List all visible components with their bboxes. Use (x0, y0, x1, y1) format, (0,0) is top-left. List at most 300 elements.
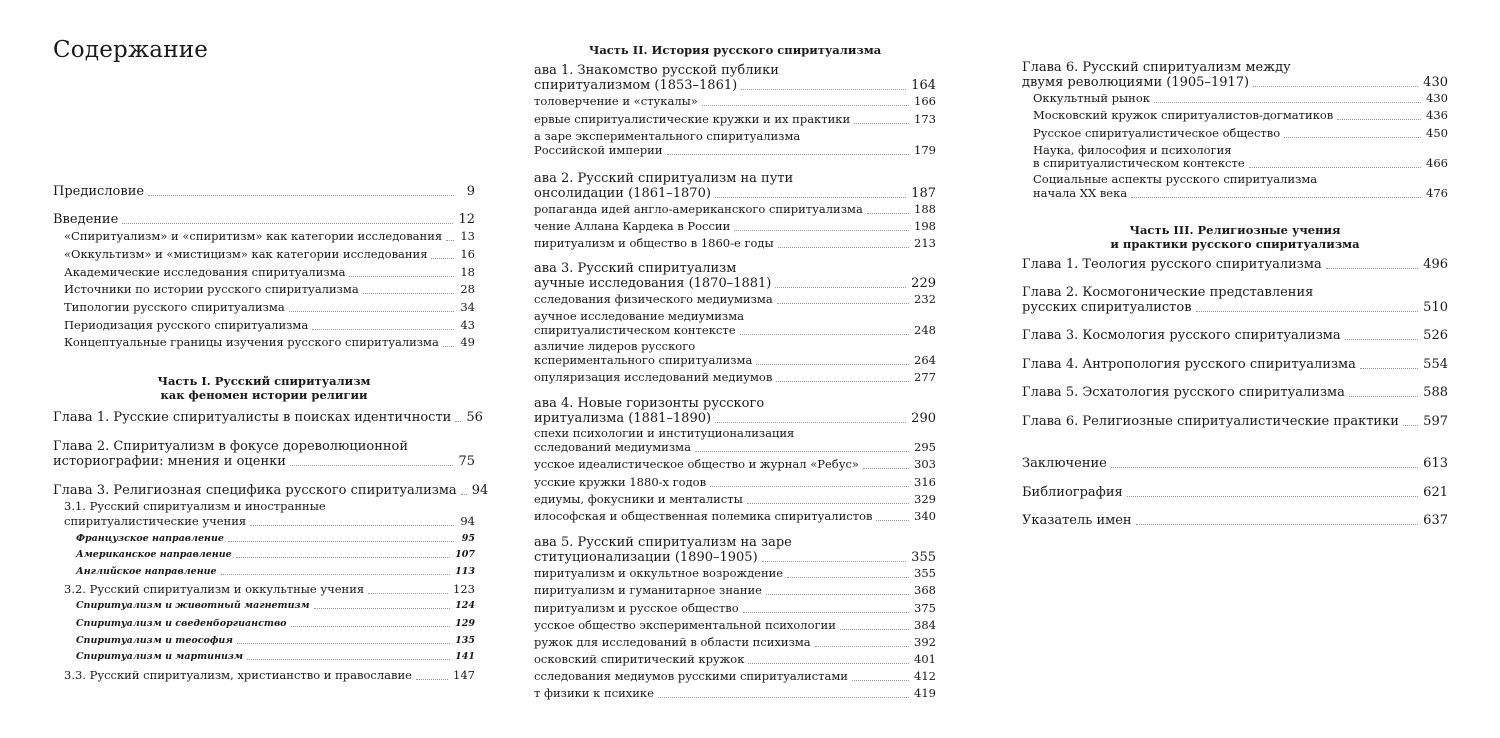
toc-entry-page: 123 (453, 582, 475, 596)
toc-entry-label: осковский спиритический кружок (534, 652, 745, 666)
toc-entry[interactable] (534, 145, 936, 157)
toc-entry-page: 295 (914, 440, 936, 454)
dot-leader (1349, 396, 1418, 397)
toc-entry[interactable] (534, 536, 936, 549)
toc-entry[interactable] (534, 96, 936, 108)
toc-entry-label: спиритуализмом (1853–1861) (534, 78, 738, 93)
toc-entry-page: 56 (466, 410, 483, 425)
toc-entry-page: 355 (911, 550, 936, 565)
dot-leader (1253, 86, 1418, 87)
toc-entry-page: 436 (1426, 108, 1448, 122)
toc-entry-label: Глава 6. Религиозные спиритуалистические практики (1022, 414, 1399, 429)
toc-entry[interactable] (534, 603, 936, 615)
dot-leader (368, 593, 448, 594)
dot-leader (228, 541, 454, 542)
toc-entry-page: 588 (1423, 385, 1448, 400)
toc-entry[interactable] (53, 483, 489, 498)
toc-entry-label: Американское направление (76, 549, 232, 560)
dot-leader (363, 293, 454, 294)
toc-entry[interactable] (53, 584, 475, 596)
toc-entry-label: Глава 1. Русские спиритуалисты в поисках идентичности (53, 410, 452, 425)
toc-entry[interactable] (534, 585, 936, 597)
toc-entry-page: 430 (1423, 75, 1448, 90)
dot-leader (1249, 167, 1421, 168)
toc-entry-label: Предисловие (53, 184, 145, 199)
toc-entry-label: «Оккультизм» и «мистицизм» как категории исследования (64, 247, 428, 261)
part-heading (53, 374, 475, 402)
toc-entry-page: 368 (914, 583, 936, 597)
dot-leader (289, 311, 454, 312)
toc-column-2 (534, 0, 936, 738)
toc-entry-label: пиритуализм и гуманитарное знание (534, 583, 762, 597)
dot-leader (695, 451, 909, 452)
dot-leader (741, 89, 906, 90)
toc-entry-label: пиритуализм и оккультное возрождение (534, 566, 784, 580)
toc-entry-label: пиритуализм и общество в 1860-е годы (534, 236, 774, 250)
toc-entry[interactable] (534, 355, 936, 367)
toc-entry-label: в спиритуалистическом контексте (1033, 156, 1245, 170)
toc-entry[interactable] (1022, 286, 1448, 299)
toc-entry[interactable] (53, 455, 475, 468)
toc-entry-page: 107 (455, 549, 475, 560)
toc-entry-label: Английское направление (76, 566, 217, 577)
toc-entry[interactable] (534, 511, 936, 523)
toc-entry-label: Введение (53, 212, 119, 227)
toc-entry-page: 229 (911, 276, 936, 291)
toc-entry-page: 16 (460, 247, 475, 261)
toc-entry-page: 476 (1426, 186, 1448, 200)
toc-entry[interactable] (1022, 486, 1448, 499)
toc-entry-page: 384 (914, 618, 936, 632)
toc-entry-label: «Спиритуализм» и «спиритизм» как категории исследования (64, 229, 443, 243)
toc-entry-page: 213 (914, 236, 936, 250)
toc-entry-label: ституционализации (1890–1905) (534, 550, 758, 565)
dot-leader (349, 276, 454, 277)
toc-entry-page: 141 (455, 651, 475, 662)
toc-entry-label: начала XX века (1033, 186, 1128, 200)
toc-entry-page: 147 (453, 668, 475, 682)
toc-entry-label: Спиритуализм и теософия (76, 635, 233, 646)
dot-leader (658, 697, 909, 698)
toc-entry-page: 303 (914, 457, 936, 471)
toc-entry[interactable] (534, 654, 936, 666)
toc-entry-label: илософская и общественная полемика спиритуалистов (534, 509, 873, 523)
toc-entry-label: пиритуализм и русское общество (534, 601, 739, 615)
toc-entry[interactable] (534, 64, 936, 77)
toc-entry-label: Спиритуализм и сведенборгианство (76, 618, 287, 629)
toc-entry-page: 554 (1423, 357, 1448, 372)
toc-entry-label: историографии: мнения и оценки (53, 454, 286, 469)
toc-entry-label: ава 3. Русский спиритуализм (534, 261, 737, 276)
toc-entry[interactable] (53, 550, 475, 560)
toc-entry[interactable] (53, 516, 475, 528)
toc-entry[interactable] (1022, 158, 1448, 170)
dot-leader (748, 663, 909, 664)
toc-entry[interactable] (534, 494, 936, 506)
toc-entry-page: 43 (460, 318, 475, 332)
toc-entry-label: азличие лидеров русского (534, 339, 696, 353)
toc-entry[interactable] (1022, 93, 1448, 105)
toc-entry[interactable] (534, 568, 936, 580)
dot-leader (702, 105, 909, 106)
dot-leader (236, 557, 450, 558)
toc-entry-page: 34 (460, 300, 475, 314)
dot-leader (1326, 268, 1418, 269)
toc-entry-page: 430 (1426, 91, 1448, 105)
toc-entry-label: Глава 6. Русский спиритуализм между (1022, 60, 1291, 75)
toc-entry-page: 179 (914, 143, 936, 157)
toc-entry[interactable] (53, 185, 475, 198)
toc-entry[interactable] (534, 204, 936, 216)
part-heading-line: и практики русского спиритуализма (1110, 237, 1360, 251)
toc-entry[interactable] (1022, 514, 1448, 527)
dot-leader (1284, 137, 1421, 138)
toc-entry[interactable] (53, 636, 475, 646)
toc-entry[interactable] (1022, 61, 1448, 74)
toc-entry[interactable] (53, 410, 483, 425)
dot-leader (461, 494, 467, 495)
page-title: Содержание (53, 37, 209, 64)
toc-entry-label: спиритуалистическом контексте (534, 323, 736, 337)
toc-entry-page: 95 (461, 533, 475, 544)
toc-entry-label: ава 2. Русский спиритуализм на пути (534, 171, 794, 186)
dot-leader (237, 643, 450, 644)
toc-entry-label: иритуализма (1881–1890) (534, 411, 712, 426)
toc-entry-label: Концептуальные границы изучения русского спиритуализма (64, 335, 439, 349)
toc-entry-label: кспериментального спиритуализма (534, 353, 753, 367)
toc-entry[interactable] (1022, 188, 1448, 200)
dot-leader (1154, 102, 1421, 103)
dot-leader (778, 247, 909, 248)
toc-entry[interactable] (534, 688, 936, 700)
toc-entry-page: 450 (1426, 126, 1448, 140)
toc-entry-page: 13 (460, 229, 475, 243)
toc-entry[interactable] (534, 637, 936, 649)
toc-entry-label: Глава 3. Космология русского спиритуализма (1022, 328, 1341, 343)
toc-entry-label: Заключение (1022, 456, 1107, 471)
dot-leader (776, 381, 909, 382)
toc-entry[interactable] (53, 213, 475, 226)
dot-leader (743, 612, 909, 613)
toc-entry[interactable] (53, 284, 475, 296)
dot-leader (431, 258, 454, 259)
dot-leader (1111, 467, 1418, 468)
toc-entry[interactable] (534, 341, 936, 353)
toc-entry-label: Источники по истории русского спиритуализма (64, 282, 359, 296)
toc-entry[interactable] (53, 231, 475, 243)
toc-entry[interactable] (53, 567, 475, 577)
toc-entry-label: Академические исследования спиритуализма (64, 265, 346, 279)
dot-leader (122, 223, 453, 224)
dot-leader (455, 421, 461, 422)
toc-entry-label: ава 5. Русский спиритуализм на заре (534, 535, 792, 550)
dot-leader (416, 679, 448, 680)
toc-entry[interactable] (1022, 174, 1448, 186)
toc-entry-page: 166 (914, 94, 936, 108)
toc-entry-label: Российской империи (534, 143, 663, 157)
toc-entry-label: Типологии русского спиритуализма (64, 300, 285, 314)
toc-entry[interactable] (53, 440, 475, 453)
toc-entry[interactable] (53, 601, 475, 611)
toc-entry-label: спехи психологии и институционализация (534, 426, 795, 440)
toc-entry-label: Библиография (1022, 485, 1123, 500)
toc-entry[interactable] (53, 302, 475, 314)
toc-entry-label: усские кружки 1880-х годов (534, 475, 707, 489)
toc-entry[interactable] (53, 619, 475, 629)
dot-leader (815, 646, 909, 647)
dot-leader (1127, 496, 1418, 497)
toc-entry[interactable] (1022, 457, 1448, 470)
toc-entry-label: двумя революциями (1905–1917) (1022, 75, 1250, 90)
dot-leader (715, 197, 906, 198)
toc-entry-page: 340 (914, 509, 936, 523)
toc-entry-label: Указатель имен (1022, 513, 1132, 528)
toc-entry-label: Глава 1. Теология русского спиритуализма (1022, 257, 1322, 272)
part-heading-line: Часть II. История русского спиритуализма (588, 43, 882, 57)
toc-entry-page: 94 (460, 514, 475, 528)
toc-entry-page: 277 (914, 370, 936, 384)
dot-leader (446, 240, 454, 241)
toc-entry[interactable] (534, 311, 936, 323)
toc-entry-page: 375 (914, 601, 936, 615)
toc-entry[interactable] (53, 670, 475, 682)
toc-entry-page: 419 (914, 686, 936, 700)
toc-entry-page: 9 (466, 184, 475, 199)
toc-entry-page: 28 (460, 282, 475, 296)
toc-entry-page: 188 (914, 202, 936, 216)
toc-entry[interactable] (1022, 415, 1448, 428)
toc-entry[interactable] (53, 337, 475, 349)
toc-entry[interactable] (1022, 128, 1448, 140)
toc-entry-label: Наука, философия и психология (1033, 143, 1232, 157)
toc-entry-page: 164 (911, 78, 936, 93)
toc-entry-label: Московский кружок спиритуалистов-догматиков (1033, 108, 1334, 122)
dot-leader (290, 465, 454, 466)
dot-leader (787, 577, 909, 578)
dot-leader (148, 195, 454, 196)
toc-entry-label: Глава 5. Эсхатология русского спиритуализма (1022, 385, 1345, 400)
dot-leader (740, 334, 910, 335)
toc-entry-page: 597 (1423, 414, 1448, 429)
toc-entry[interactable] (534, 442, 936, 454)
toc-entry[interactable] (53, 501, 475, 513)
toc-entry[interactable] (1022, 358, 1448, 371)
dot-leader (443, 346, 454, 347)
dot-leader (314, 608, 451, 609)
toc-entry-label: ава 1. Знакомство русской публики (534, 63, 779, 78)
dot-leader (852, 680, 909, 681)
toc-entry[interactable] (534, 277, 936, 290)
dot-leader (775, 287, 906, 288)
toc-entry-label: опуляризация исследований медиумов (534, 370, 773, 384)
dot-leader (854, 123, 909, 124)
toc-entry-label: толоверчение и «стукалы» (534, 94, 698, 108)
dot-leader (734, 230, 909, 231)
toc-entry-label: усское общество экспериментальной психологии (534, 618, 836, 632)
dot-leader (766, 594, 909, 595)
toc-entry-page: 198 (914, 219, 936, 233)
dot-leader (876, 520, 909, 521)
toc-entry-label: русских спиритуалистов (1022, 300, 1192, 315)
toc-entry[interactable] (1022, 76, 1448, 89)
toc-entry-label: сследования медиумов русскими спиритуалистами (534, 669, 848, 683)
dot-leader (867, 213, 909, 214)
toc-entry-page: 18 (460, 265, 475, 279)
toc-entry-label: ропаганда идей англо-американского спиритуализма (534, 202, 863, 216)
toc-entry[interactable] (1022, 301, 1448, 314)
toc-entry-label: Русское спиритуалистическое общество (1033, 126, 1281, 140)
toc-entry[interactable] (53, 534, 475, 544)
toc-entry-label: т физики к психике (534, 686, 654, 700)
dot-leader (715, 422, 906, 423)
toc-entry[interactable] (534, 172, 936, 185)
toc-entry[interactable] (534, 428, 936, 440)
toc-entry-label: 3.3. Русский спиритуализм, христианство и православие (64, 668, 412, 682)
toc-entry-label: усское идеалистическое общество и журнал «Ребус» (534, 457, 859, 471)
toc-entry[interactable] (534, 325, 936, 337)
toc-entry-label: Глава 2. Спиритуализм в фокусе дореволюционной (53, 439, 409, 454)
toc-entry-label: Спиритуализм и животный магнетизм (76, 600, 310, 611)
toc-entry-page: 496 (1423, 257, 1448, 272)
toc-entry-label: едиумы, фокусники и менталисты (534, 492, 743, 506)
dot-leader (840, 629, 909, 630)
toc-entry-page: 49 (460, 335, 475, 349)
toc-entry-page: 232 (914, 292, 936, 306)
toc-entry-label: Периодизация русского спиритуализма (64, 318, 309, 332)
dot-leader (762, 561, 907, 562)
toc-entry-page: 129 (455, 618, 475, 629)
toc-entry[interactable] (1022, 258, 1448, 271)
toc-entry-page: 613 (1423, 456, 1448, 471)
toc-entry-page: 248 (914, 323, 936, 337)
toc-entry[interactable] (534, 671, 936, 683)
toc-entry[interactable] (534, 477, 936, 489)
toc-entry-page: 113 (455, 566, 475, 577)
toc-entry[interactable] (534, 262, 936, 275)
dot-leader (247, 659, 450, 660)
toc-entry-page: 392 (914, 635, 936, 649)
toc-entry[interactable] (1022, 110, 1448, 122)
toc-entry-page: 329 (914, 492, 936, 506)
dot-leader (1360, 368, 1418, 369)
dot-leader (1337, 119, 1421, 120)
part-heading (1022, 223, 1448, 251)
dot-leader (1403, 425, 1418, 426)
toc-entry[interactable] (1022, 386, 1448, 399)
toc-entry-label: аучные исследования (1870–1881) (534, 276, 772, 291)
toc-entry[interactable] (53, 249, 475, 261)
toc-entry-label: ава 4. Новые горизонты русского (534, 396, 765, 411)
toc-entry-label: спиритуалистические учения (64, 514, 247, 528)
toc-entry[interactable] (534, 372, 936, 384)
dot-leader (1136, 524, 1419, 525)
toc-entry-label: Социальные аспекты русского спиритуализма (1033, 172, 1318, 186)
toc-entry-label: 3.1. Русский спиритуализм и иностранные (64, 499, 326, 513)
dot-leader (756, 364, 909, 365)
dot-leader (1131, 197, 1421, 198)
toc-entry-label: аучное исследование медиумизма (534, 309, 745, 323)
toc-entry-label: 3.2. Русский спиритуализм и оккультные учения (64, 582, 365, 596)
toc-column-3 (1022, 0, 1448, 738)
dot-leader (667, 154, 910, 155)
dot-leader (1196, 311, 1419, 312)
part-heading-line: Часть I. Русский спиритуализм (157, 374, 371, 388)
toc-entry[interactable] (53, 652, 475, 662)
toc-entry-page: 94 (471, 483, 489, 498)
toc-entry-page: 173 (914, 112, 936, 126)
toc-entry[interactable] (534, 551, 936, 564)
toc-entry-page: 12 (458, 212, 475, 227)
toc-entry[interactable] (534, 238, 936, 250)
toc-entry-label: сследований медиумизма (534, 440, 691, 454)
toc-entry[interactable] (534, 397, 936, 410)
toc-entry-label: а заре экспериментального спиритуализма (534, 129, 801, 143)
toc-entry-page: 290 (911, 411, 936, 426)
toc-entry-page: 135 (455, 635, 475, 646)
dot-leader (221, 574, 451, 575)
toc-entry-label: Спиритуализм и мартинизм (76, 651, 244, 662)
toc-entry[interactable] (534, 620, 936, 632)
toc-entry[interactable] (53, 267, 475, 279)
toc-entry-page: 187 (911, 186, 936, 201)
toc-entry-page: 124 (455, 600, 475, 611)
toc-entry-label: онсолидации (1861–1870) (534, 186, 711, 201)
dot-leader (250, 525, 454, 526)
toc-entry[interactable] (534, 221, 936, 233)
toc-entry[interactable] (534, 114, 936, 126)
toc-entry[interactable] (534, 79, 936, 92)
dot-leader (312, 329, 454, 330)
toc-entry-label: ервые спиритуалистические кружки и их практики (534, 112, 851, 126)
toc-entry-page: 621 (1423, 485, 1448, 500)
toc-entry[interactable] (534, 459, 936, 471)
toc-entry[interactable] (534, 131, 936, 143)
toc-entry[interactable] (534, 412, 936, 425)
toc-entry-label: ружок для исследований в области психизма (534, 635, 811, 649)
toc-entry-page: 401 (914, 652, 936, 666)
toc-entry[interactable] (1022, 145, 1448, 157)
toc-entry-label: Глава 2. Космогонические представления (1022, 285, 1314, 300)
toc-entry[interactable] (534, 294, 936, 306)
part-heading-line: как феномен истории религии (160, 388, 368, 402)
toc-entry[interactable] (1022, 329, 1448, 342)
toc-entry-label: Глава 3. Религиозная специфика русского спиритуализма (53, 483, 457, 498)
toc-entry-page: 526 (1423, 328, 1448, 343)
part-heading (534, 43, 936, 57)
toc-entry-page: 355 (914, 566, 936, 580)
toc-entry-label: сследования физического медиумизма (534, 292, 773, 306)
toc-entry-page: 510 (1423, 300, 1448, 315)
toc-entry-page: 637 (1423, 513, 1448, 528)
toc-entry-label: Глава 4. Антропология русского спиритуализма (1022, 357, 1356, 372)
dot-leader (291, 626, 451, 627)
toc-entry-page: 412 (914, 669, 936, 683)
part-heading-line: Часть III. Религиозные учения (1129, 223, 1341, 237)
toc-entry[interactable] (53, 320, 475, 332)
dot-leader (863, 468, 909, 469)
toc-entry-label: Французское направление (76, 533, 224, 544)
toc-entry-page: 264 (914, 353, 936, 367)
toc-entry-label: Оккультный рынок (1033, 91, 1150, 105)
dot-leader (710, 486, 909, 487)
toc-column-1 (53, 0, 489, 738)
toc-entry-page: 466 (1426, 156, 1448, 170)
dot-leader (1345, 339, 1419, 340)
toc-entry-page: 75 (458, 454, 475, 469)
toc-entry[interactable] (534, 187, 936, 200)
toc-entry-label: чение Аллана Кардека в России (534, 219, 731, 233)
toc-entry-page: 316 (914, 475, 936, 489)
